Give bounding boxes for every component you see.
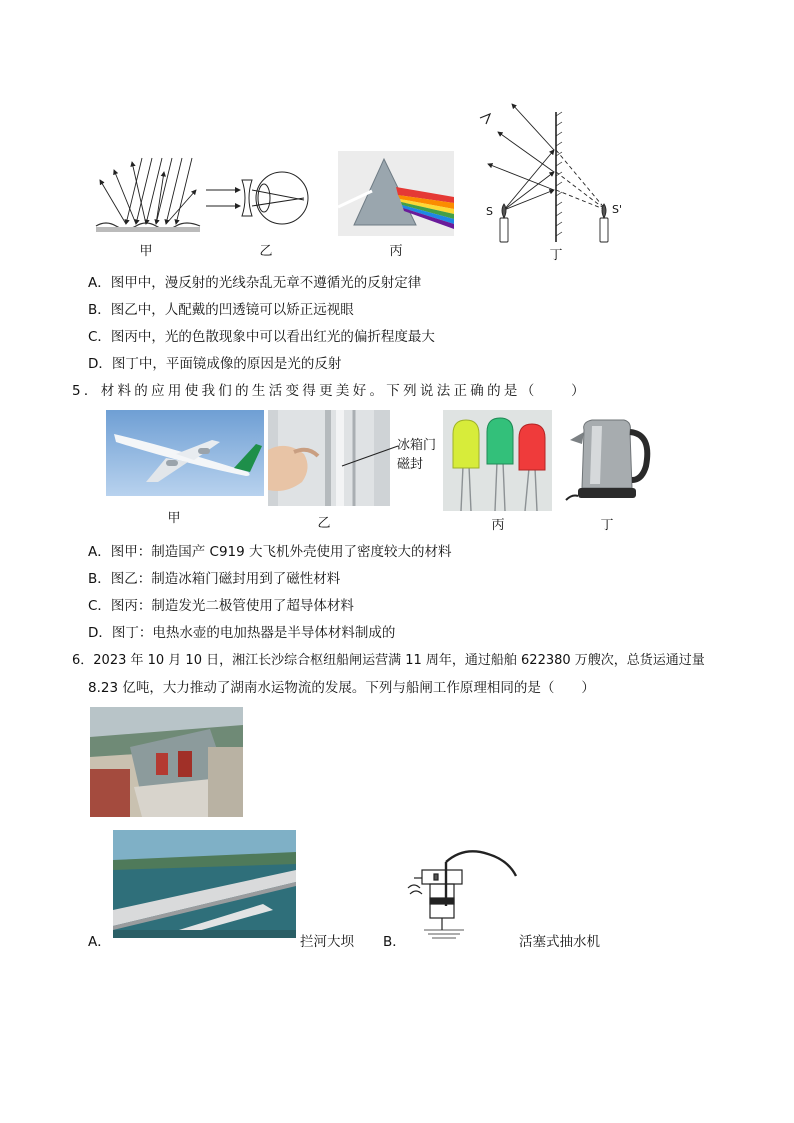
figure-label-bing: 丙	[389, 244, 403, 259]
figure-prism-photo	[338, 151, 454, 236]
fridge-label-2: 磁封	[397, 457, 424, 472]
q4-option-b[interactable]: B．图乙中，人配戴的凹透镜可以矫正远视眼	[88, 302, 354, 318]
q5-option-d[interactable]: D．图丁：电热水壶的电加热器是半导体材料制成的	[88, 625, 396, 641]
figure-label-yi: 乙	[259, 244, 273, 259]
figure-plane-mirror	[474, 100, 634, 250]
figure-label-yi-q5: 乙	[317, 516, 331, 531]
figure-eye-lens	[204, 170, 314, 226]
figure-kettle-photo	[562, 410, 656, 506]
figure-label-ding: 丁	[549, 248, 563, 263]
figure-label-s-prime: S'	[612, 203, 623, 216]
figure-ship-lock-photo	[90, 707, 243, 817]
figure-label-ding-q5: 丁	[600, 518, 614, 533]
q4-option-a[interactable]: A．图甲中，漫反射的光线杂乱无章不遵循光的反射定律	[88, 275, 422, 291]
figure-label-s: S	[486, 205, 493, 218]
q6-option-b-label: 活塞式抽水机	[519, 934, 600, 950]
fridge-label-1: 冰箱门	[397, 438, 437, 453]
figure-led-photo	[443, 410, 552, 511]
figure-dam-photo[interactable]	[113, 830, 296, 938]
figure-label-jia-q5: 甲	[167, 511, 181, 526]
figure-airplane-photo	[106, 410, 264, 496]
q4-option-d[interactable]: D．图丁中，平面镜成像的原因是光的反射	[88, 356, 342, 372]
q6-stem-line1: 6．2023 年 10 月 10 日，湘江长沙综合枢纽船闸运营满 11 周年，通过船舶 622380 万艘次，总货运通过量	[72, 653, 705, 668]
q6-stem-line2: 8.23 亿吨，大力推动了湖南水运物流的发展。下列与船闸工作原理相同的是（ ）	[88, 680, 595, 696]
q5-option-b[interactable]: B．图乙：制造冰箱门磁封用到了磁性材料	[88, 571, 341, 587]
q6-option-b-letter[interactable]: B．	[383, 934, 406, 950]
q5-stem: 5．材料的应用使我们的生活变得更美好。下列说法正确的是（ ）	[72, 383, 588, 399]
figure-diffuse-reflection	[92, 150, 204, 238]
q6-option-a-letter[interactable]: A．	[88, 934, 111, 950]
figure-label-jia: 甲	[139, 244, 153, 259]
q5-option-a[interactable]: A．图甲：制造国产 C919 大飞机外壳使用了密度较大的材料	[88, 544, 452, 560]
q5-option-c[interactable]: C．图丙：制造发光二极管使用了超导体材料	[88, 598, 354, 614]
figure-fridge-pointer-line	[340, 440, 400, 470]
figure-label-bing-q5: 丙	[491, 518, 505, 533]
figure-piston-pump[interactable]	[404, 848, 520, 940]
q6-option-a-label: 拦河大坝	[300, 934, 354, 950]
q4-option-c[interactable]: C．图丙中，光的色散现象中可以看出红光的偏折程度最大	[88, 329, 435, 345]
